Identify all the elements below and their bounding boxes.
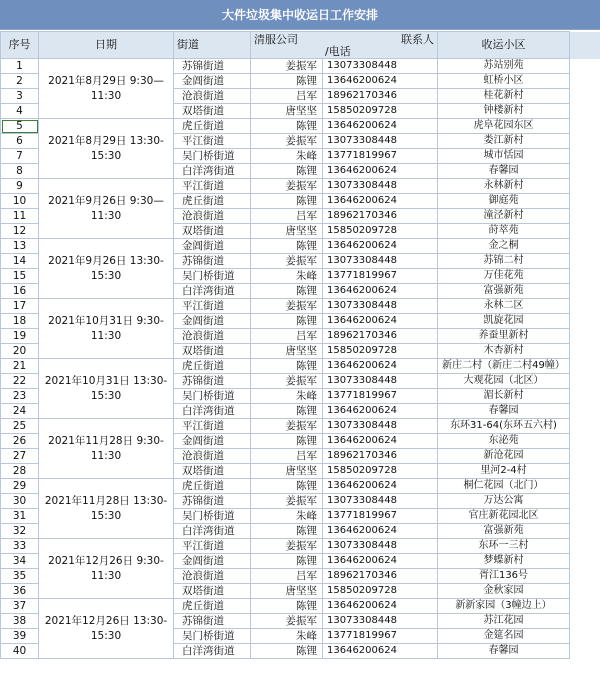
cell-area[interactable]: 大观花园（北区）	[438, 374, 570, 389]
cell-area[interactable]: 桐仁花园（北门）	[438, 479, 570, 494]
cell-phone[interactable]: 13073308448	[323, 59, 438, 74]
cell-phone[interactable]: 13646200624	[323, 554, 438, 569]
cell-empty	[570, 479, 600, 494]
cell-street[interactable]: 白洋湾街道	[174, 164, 251, 179]
cell-phone[interactable]: 13073308448	[323, 419, 438, 434]
cell-no[interactable]: 24	[1, 404, 39, 419]
cell-area[interactable]: 木杏新村	[438, 344, 570, 359]
cell-street[interactable]: 沧浪街道	[174, 569, 251, 584]
cell-phone[interactable]: 13646200624	[323, 644, 438, 659]
header-no[interactable]: 序号	[1, 32, 39, 59]
cell-no[interactable]: 14	[1, 254, 39, 269]
cell-contact-name[interactable]: 陈锂	[251, 284, 323, 299]
cell-street[interactable]: 平江街道	[174, 299, 251, 314]
cell-no[interactable]: 9	[1, 179, 39, 194]
header-row	[1, 32, 600, 59]
cell-contact-name[interactable]: 陈锂	[251, 524, 323, 539]
cell-empty	[570, 434, 600, 449]
cell-area[interactable]: 苏锦二村	[438, 254, 570, 269]
cell-street[interactable]: 双塔街道	[174, 584, 251, 599]
cell-empty	[570, 539, 600, 554]
header-contact: 联系人	[401, 33, 434, 46]
cell-phone[interactable]: 13646200624	[323, 404, 438, 419]
cell-street[interactable]: 虎丘街道	[174, 479, 251, 494]
cell-no[interactable]: 37	[1, 599, 39, 614]
cell-street[interactable]: 苏锦街道	[174, 494, 251, 509]
cell-street[interactable]: 白洋湾街道	[174, 524, 251, 539]
cell-no[interactable]: 34	[1, 554, 39, 569]
cell-no[interactable]: 27	[1, 449, 39, 464]
cell-contact-name[interactable]: 陈锂	[251, 239, 323, 254]
cell-contact-name[interactable]: 陈锂	[251, 404, 323, 419]
cell-no[interactable]: 35	[1, 569, 39, 584]
cell-phone[interactable]: 13646200624	[323, 434, 438, 449]
cell-area[interactable]: 新新家园（3幢边上）	[438, 599, 570, 614]
cell-contact-name[interactable]: 陈锂	[251, 434, 323, 449]
cell-area[interactable]: 永林新村	[438, 179, 570, 194]
cell-phone[interactable]: 18962170346	[323, 569, 438, 584]
cell-no[interactable]: 25	[1, 419, 39, 434]
cell-phone[interactable]: 13646200624	[323, 239, 438, 254]
cell-phone[interactable]: 13646200624	[323, 524, 438, 539]
cell-area[interactable]: 万达公寓	[438, 494, 570, 509]
cell-street[interactable]: 白洋湾街道	[174, 644, 251, 659]
cell-street[interactable]: 沧浪街道	[174, 329, 251, 344]
cell-area[interactable]: 富强新苑	[438, 524, 570, 539]
cell-phone[interactable]: 13646200624	[323, 479, 438, 494]
cell-area[interactable]: 东环31-64(东环五六村)	[438, 419, 570, 434]
cell-no[interactable]: 32	[1, 524, 39, 539]
cell-empty	[570, 104, 600, 119]
cell-phone[interactable]: 13646200624	[323, 284, 438, 299]
cell-no[interactable]: 16	[1, 284, 39, 299]
cell-contact-name[interactable]: 姜振军	[251, 299, 323, 314]
cell-phone[interactable]: 18962170346	[323, 449, 438, 464]
cell-contact-name[interactable]: 姜振军	[251, 539, 323, 554]
cell-no[interactable]: 31	[1, 509, 39, 524]
cell-contact-name[interactable]: 陈锂	[251, 479, 323, 494]
cell-contact-name[interactable]: 唐坚坚	[251, 344, 323, 359]
cell-empty	[570, 599, 600, 614]
cell-area[interactable]: 新庄二村（新庄二村49幢）	[438, 359, 570, 374]
cell-empty	[570, 179, 600, 194]
cell-empty	[570, 419, 600, 434]
cell-date[interactable]: 2021年11月28日 9:30-11:30	[39, 419, 174, 479]
cell-empty	[570, 569, 600, 584]
cell-street[interactable]: 金阊街道	[174, 239, 251, 254]
cell-phone[interactable]: 13073308448	[323, 254, 438, 269]
cell-no[interactable]: 19	[1, 329, 39, 344]
cell-no[interactable]: 26	[1, 434, 39, 449]
cell-no[interactable]: 18	[1, 314, 39, 329]
cell-street[interactable]: 平江街道	[174, 539, 251, 554]
schedule-table	[0, 31, 600, 659]
cell-street[interactable]: 双塔街道	[174, 344, 251, 359]
cell-no[interactable]: 2	[1, 74, 39, 89]
cell-no[interactable]: 15	[1, 269, 39, 284]
cell-contact-name[interactable]: 唐坚坚	[251, 224, 323, 239]
cell-empty	[570, 629, 600, 644]
cell-contact-name[interactable]: 姜振军	[251, 614, 323, 629]
cell-area[interactable]: 春馨园	[438, 164, 570, 179]
sheet-title: 大件垃圾集中收运日工作安排	[0, 0, 600, 30]
cell-no[interactable]: 33	[1, 539, 39, 554]
cell-no[interactable]: 12	[1, 224, 39, 239]
cell-contact-name[interactable]: 唐坚坚	[251, 104, 323, 119]
cell-contact-name[interactable]: 陈锂	[251, 74, 323, 89]
cell-phone[interactable]: 13073308448	[323, 299, 438, 314]
cell-street[interactable]: 苏锦街道	[174, 59, 251, 74]
cell-phone[interactable]: 18962170346	[323, 89, 438, 104]
cell-contact-name[interactable]: 陈锂	[251, 164, 323, 179]
cell-phone[interactable]: 13771819967	[323, 389, 438, 404]
cell-no[interactable]: 5	[1, 119, 39, 134]
cell-street[interactable]: 沧浪街道	[174, 89, 251, 104]
cell-date[interactable]: 2021年9月26日 9:30—11:30	[39, 179, 174, 239]
cell-contact-name[interactable]: 姜振军	[251, 374, 323, 389]
cell-street[interactable]: 双塔街道	[174, 104, 251, 119]
cell-phone[interactable]: 13646200624	[323, 164, 438, 179]
cell-street[interactable]: 平江街道	[174, 179, 251, 194]
cell-date[interactable]: 2021年9月26日 13:30-15:30	[39, 239, 174, 299]
cell-area[interactable]: 御庭苑	[438, 194, 570, 209]
cell-contact-name[interactable]: 朱峰	[251, 269, 323, 284]
cell-contact-name[interactable]: 陈锂	[251, 554, 323, 569]
cell-area[interactable]: 潼泾新村	[438, 209, 570, 224]
cell-no[interactable]: 11	[1, 209, 39, 224]
cell-empty	[570, 89, 600, 104]
cell-area[interactable]: 凯旋花园	[438, 314, 570, 329]
cell-empty	[570, 314, 600, 329]
cell-area[interactable]: 养蚕里新村	[438, 329, 570, 344]
cell-area[interactable]: 新沧花园	[438, 449, 570, 464]
cell-no[interactable]: 6	[1, 134, 39, 149]
cell-area[interactable]: 湄长新村	[438, 389, 570, 404]
cell-area[interactable]: 虹桥小区	[438, 74, 570, 89]
cell-contact-name[interactable]: 吕军	[251, 329, 323, 344]
cell-empty	[570, 359, 600, 374]
cell-area[interactable]: 金筵名园	[438, 629, 570, 644]
cell-contact-name[interactable]: 姜振军	[251, 59, 323, 74]
cell-no[interactable]: 28	[1, 464, 39, 479]
cell-contact-name[interactable]: 陈锂	[251, 644, 323, 659]
cell-no[interactable]: 3	[1, 89, 39, 104]
cell-contact-name[interactable]: 吕军	[251, 209, 323, 224]
table-row	[1, 539, 600, 554]
cell-empty	[570, 209, 600, 224]
cell-contact-name[interactable]: 姜振军	[251, 494, 323, 509]
cell-street[interactable]: 虎丘街道	[174, 194, 251, 209]
cell-phone[interactable]: 15850209728	[323, 344, 438, 359]
cell-street[interactable]: 金阊街道	[174, 434, 251, 449]
table-row	[1, 239, 600, 254]
table-row	[1, 419, 600, 434]
cell-phone[interactable]: 13646200624	[323, 599, 438, 614]
cell-empty	[570, 119, 600, 134]
cell-street[interactable]: 虎丘街道	[174, 119, 251, 134]
cell-empty	[570, 224, 600, 239]
cell-contact-name[interactable]: 陈锂	[251, 314, 323, 329]
cell-street[interactable]: 苏锦街道	[174, 374, 251, 389]
header-area[interactable]: 收运小区	[438, 32, 570, 59]
cell-no[interactable]: 8	[1, 164, 39, 179]
cell-empty	[570, 509, 600, 524]
cell-contact-name[interactable]: 陈锂	[251, 119, 323, 134]
cell-street[interactable]: 白洋湾街道	[174, 284, 251, 299]
cell-empty	[570, 464, 600, 479]
cell-empty	[570, 239, 600, 254]
table-row	[1, 599, 600, 614]
cell-street[interactable]: 吴门桥街道	[174, 509, 251, 524]
cell-street[interactable]: 金阊街道	[174, 554, 251, 569]
cell-empty	[570, 194, 600, 209]
cell-contact-name[interactable]: 朱峰	[251, 509, 323, 524]
cell-street[interactable]: 虎丘街道	[174, 359, 251, 374]
cell-empty	[570, 644, 600, 659]
cell-no[interactable]: 22	[1, 374, 39, 389]
cell-phone[interactable]: 13646200624	[323, 314, 438, 329]
cell-no[interactable]: 20	[1, 344, 39, 359]
cell-date[interactable]: 2021年11月28日 13:30-15:30	[39, 479, 174, 539]
cell-street[interactable]: 苏锦街道	[174, 614, 251, 629]
cell-phone[interactable]: 13073308448	[323, 179, 438, 194]
cell-contact-name[interactable]: 吕军	[251, 449, 323, 464]
cell-date[interactable]: 2021年12月26日 13:30-15:30	[39, 599, 174, 659]
cell-contact-name[interactable]: 唐坚坚	[251, 584, 323, 599]
cell-empty	[570, 284, 600, 299]
cell-contact-name[interactable]: 姜振军	[251, 179, 323, 194]
cell-phone[interactable]: 15850209728	[323, 104, 438, 119]
cell-empty	[570, 164, 600, 179]
cell-empty	[570, 524, 600, 539]
cell-street[interactable]: 平江街道	[174, 134, 251, 149]
cell-no[interactable]: 39	[1, 629, 39, 644]
cell-empty	[570, 389, 600, 404]
cell-empty	[570, 449, 600, 464]
cell-phone[interactable]: 13771819967	[323, 149, 438, 164]
cell-area[interactable]: 金秋家园	[438, 584, 570, 599]
cell-phone[interactable]: 13646200624	[323, 74, 438, 89]
cell-contact-name[interactable]: 朱峰	[251, 389, 323, 404]
cell-phone[interactable]: 13646200624	[323, 119, 438, 134]
cell-phone[interactable]: 18962170346	[323, 329, 438, 344]
cell-street[interactable]: 吴门桥街道	[174, 269, 251, 284]
header-phone: /电话	[325, 45, 351, 58]
cell-street[interactable]: 金阊街道	[174, 314, 251, 329]
cell-area[interactable]: 万佳花苑	[438, 269, 570, 284]
cell-date[interactable]: 2021年12月26日 9:30-11:30	[39, 539, 174, 599]
schedule-body	[1, 59, 600, 659]
cell-empty	[570, 374, 600, 389]
cell-empty	[570, 404, 600, 419]
header-company: 清服公司	[254, 33, 298, 46]
cell-area[interactable]: 永林二区	[438, 299, 570, 314]
cell-empty	[570, 554, 600, 569]
cell-area[interactable]: 里河2-4村	[438, 464, 570, 479]
cell-phone[interactable]: 13073308448	[323, 614, 438, 629]
table-row	[1, 479, 600, 494]
cell-phone[interactable]: 15850209728	[323, 224, 438, 239]
cell-phone[interactable]: 13646200624	[323, 194, 438, 209]
cell-phone[interactable]: 13646200624	[323, 359, 438, 374]
cell-date[interactable]: 2021年10月31日 13:30-15:30	[39, 359, 174, 419]
cell-street[interactable]: 白洋湾街道	[174, 404, 251, 419]
cell-phone[interactable]: 13073308448	[323, 374, 438, 389]
cell-area[interactable]: 苏江花园	[438, 614, 570, 629]
cell-empty	[570, 329, 600, 344]
cell-empty	[570, 584, 600, 599]
cell-no[interactable]: 7	[1, 149, 39, 164]
cell-contact-name[interactable]: 姜振军	[251, 419, 323, 434]
cell-street[interactable]: 吴门桥街道	[174, 389, 251, 404]
cell-street[interactable]: 双塔街道	[174, 224, 251, 239]
cell-no[interactable]: 23	[1, 389, 39, 404]
cell-phone[interactable]: 15850209728	[323, 464, 438, 479]
cell-street[interactable]: 沧浪街道	[174, 209, 251, 224]
cell-empty	[570, 344, 600, 359]
cell-area[interactable]: 苏站别苑	[438, 59, 570, 74]
cell-no[interactable]: 36	[1, 584, 39, 599]
cell-contact-name[interactable]: 吕军	[251, 89, 323, 104]
header-date[interactable]: 日期	[39, 32, 174, 59]
cell-phone[interactable]: 13771819967	[323, 509, 438, 524]
cell-empty	[570, 254, 600, 269]
cell-no[interactable]: 38	[1, 614, 39, 629]
cell-contact-name[interactable]: 陈锂	[251, 359, 323, 374]
cell-area[interactable]: 富强新苑	[438, 284, 570, 299]
cell-street[interactable]: 沧浪街道	[174, 449, 251, 464]
cell-date[interactable]: 2021年8月29日 13:30-15:30	[39, 119, 174, 179]
cell-no[interactable]: 30	[1, 494, 39, 509]
header-staff[interactable]	[251, 32, 438, 59]
cell-empty	[570, 269, 600, 284]
cell-phone[interactable]: 13073308448	[323, 134, 438, 149]
cell-no[interactable]: 13	[1, 239, 39, 254]
cell-street[interactable]: 金阊街道	[174, 74, 251, 89]
cell-area[interactable]: 梦蝶新村	[438, 554, 570, 569]
cell-area[interactable]: 城市恬园	[438, 149, 570, 164]
cell-area[interactable]: 虎阜花园东区	[438, 119, 570, 134]
cell-phone[interactable]: 13073308448	[323, 494, 438, 509]
table-row	[1, 359, 600, 374]
cell-phone[interactable]: 18962170346	[323, 209, 438, 224]
cell-street[interactable]: 平江街道	[174, 419, 251, 434]
table-row	[1, 299, 600, 314]
cell-phone[interactable]: 15850209728	[323, 584, 438, 599]
cell-empty	[570, 134, 600, 149]
cell-no[interactable]: 21	[1, 359, 39, 374]
cell-contact-name[interactable]: 朱峰	[251, 629, 323, 644]
cell-area[interactable]: 桂花新村	[438, 89, 570, 104]
cell-empty	[570, 74, 600, 89]
cell-area[interactable]: 东泌苑	[438, 434, 570, 449]
header-street[interactable]: 街道	[174, 32, 251, 59]
cell-area[interactable]: 春馨园	[438, 404, 570, 419]
table-row	[1, 179, 600, 194]
cell-contact-name[interactable]: 唐坚坚	[251, 464, 323, 479]
table-row	[1, 119, 600, 134]
cell-empty	[570, 149, 600, 164]
cell-street[interactable]: 虎丘街道	[174, 599, 251, 614]
cell-area[interactable]: 东环一三村	[438, 539, 570, 554]
cell-contact-name[interactable]: 陈锂	[251, 599, 323, 614]
cell-contact-name[interactable]: 朱峰	[251, 149, 323, 164]
cell-empty	[570, 59, 600, 74]
header-empty	[570, 32, 600, 59]
cell-empty	[570, 614, 600, 629]
cell-empty	[570, 494, 600, 509]
cell-no[interactable]: 10	[1, 194, 39, 209]
cell-area[interactable]: 春馨园	[438, 644, 570, 659]
cell-street[interactable]: 双塔街道	[174, 464, 251, 479]
cell-area[interactable]: 官庄新花园北区	[438, 509, 570, 524]
cell-street[interactable]: 吴门桥街道	[174, 149, 251, 164]
cell-area[interactable]: 钟楼新村	[438, 104, 570, 119]
cell-date[interactable]: 2021年10月31日 9:30-11:30	[39, 299, 174, 359]
cell-phone[interactable]: 13073308448	[323, 539, 438, 554]
cell-no[interactable]: 17	[1, 299, 39, 314]
cell-contact-name[interactable]: 吕军	[251, 569, 323, 584]
cell-area[interactable]: 莳萃苑	[438, 224, 570, 239]
cell-area[interactable]: 金之桐	[438, 239, 570, 254]
cell-area[interactable]: 胥江136号	[438, 569, 570, 584]
cell-area[interactable]: 娄江新村	[438, 134, 570, 149]
cell-street[interactable]: 吴门桥街道	[174, 629, 251, 644]
cell-no[interactable]: 4	[1, 104, 39, 119]
cell-phone[interactable]: 13771819967	[323, 629, 438, 644]
cell-phone[interactable]: 13771819967	[323, 269, 438, 284]
cell-date[interactable]: 2021年8月29日 9:30—11:30	[39, 59, 174, 119]
table-row	[1, 59, 600, 74]
cell-no[interactable]: 29	[1, 479, 39, 494]
cell-contact-name[interactable]: 姜振军	[251, 134, 323, 149]
cell-no[interactable]: 40	[1, 644, 39, 659]
cell-street[interactable]: 苏锦街道	[174, 254, 251, 269]
cell-empty	[570, 299, 600, 314]
cell-contact-name[interactable]: 陈锂	[251, 194, 323, 209]
cell-contact-name[interactable]: 姜振军	[251, 254, 323, 269]
cell-no[interactable]: 1	[1, 59, 39, 74]
